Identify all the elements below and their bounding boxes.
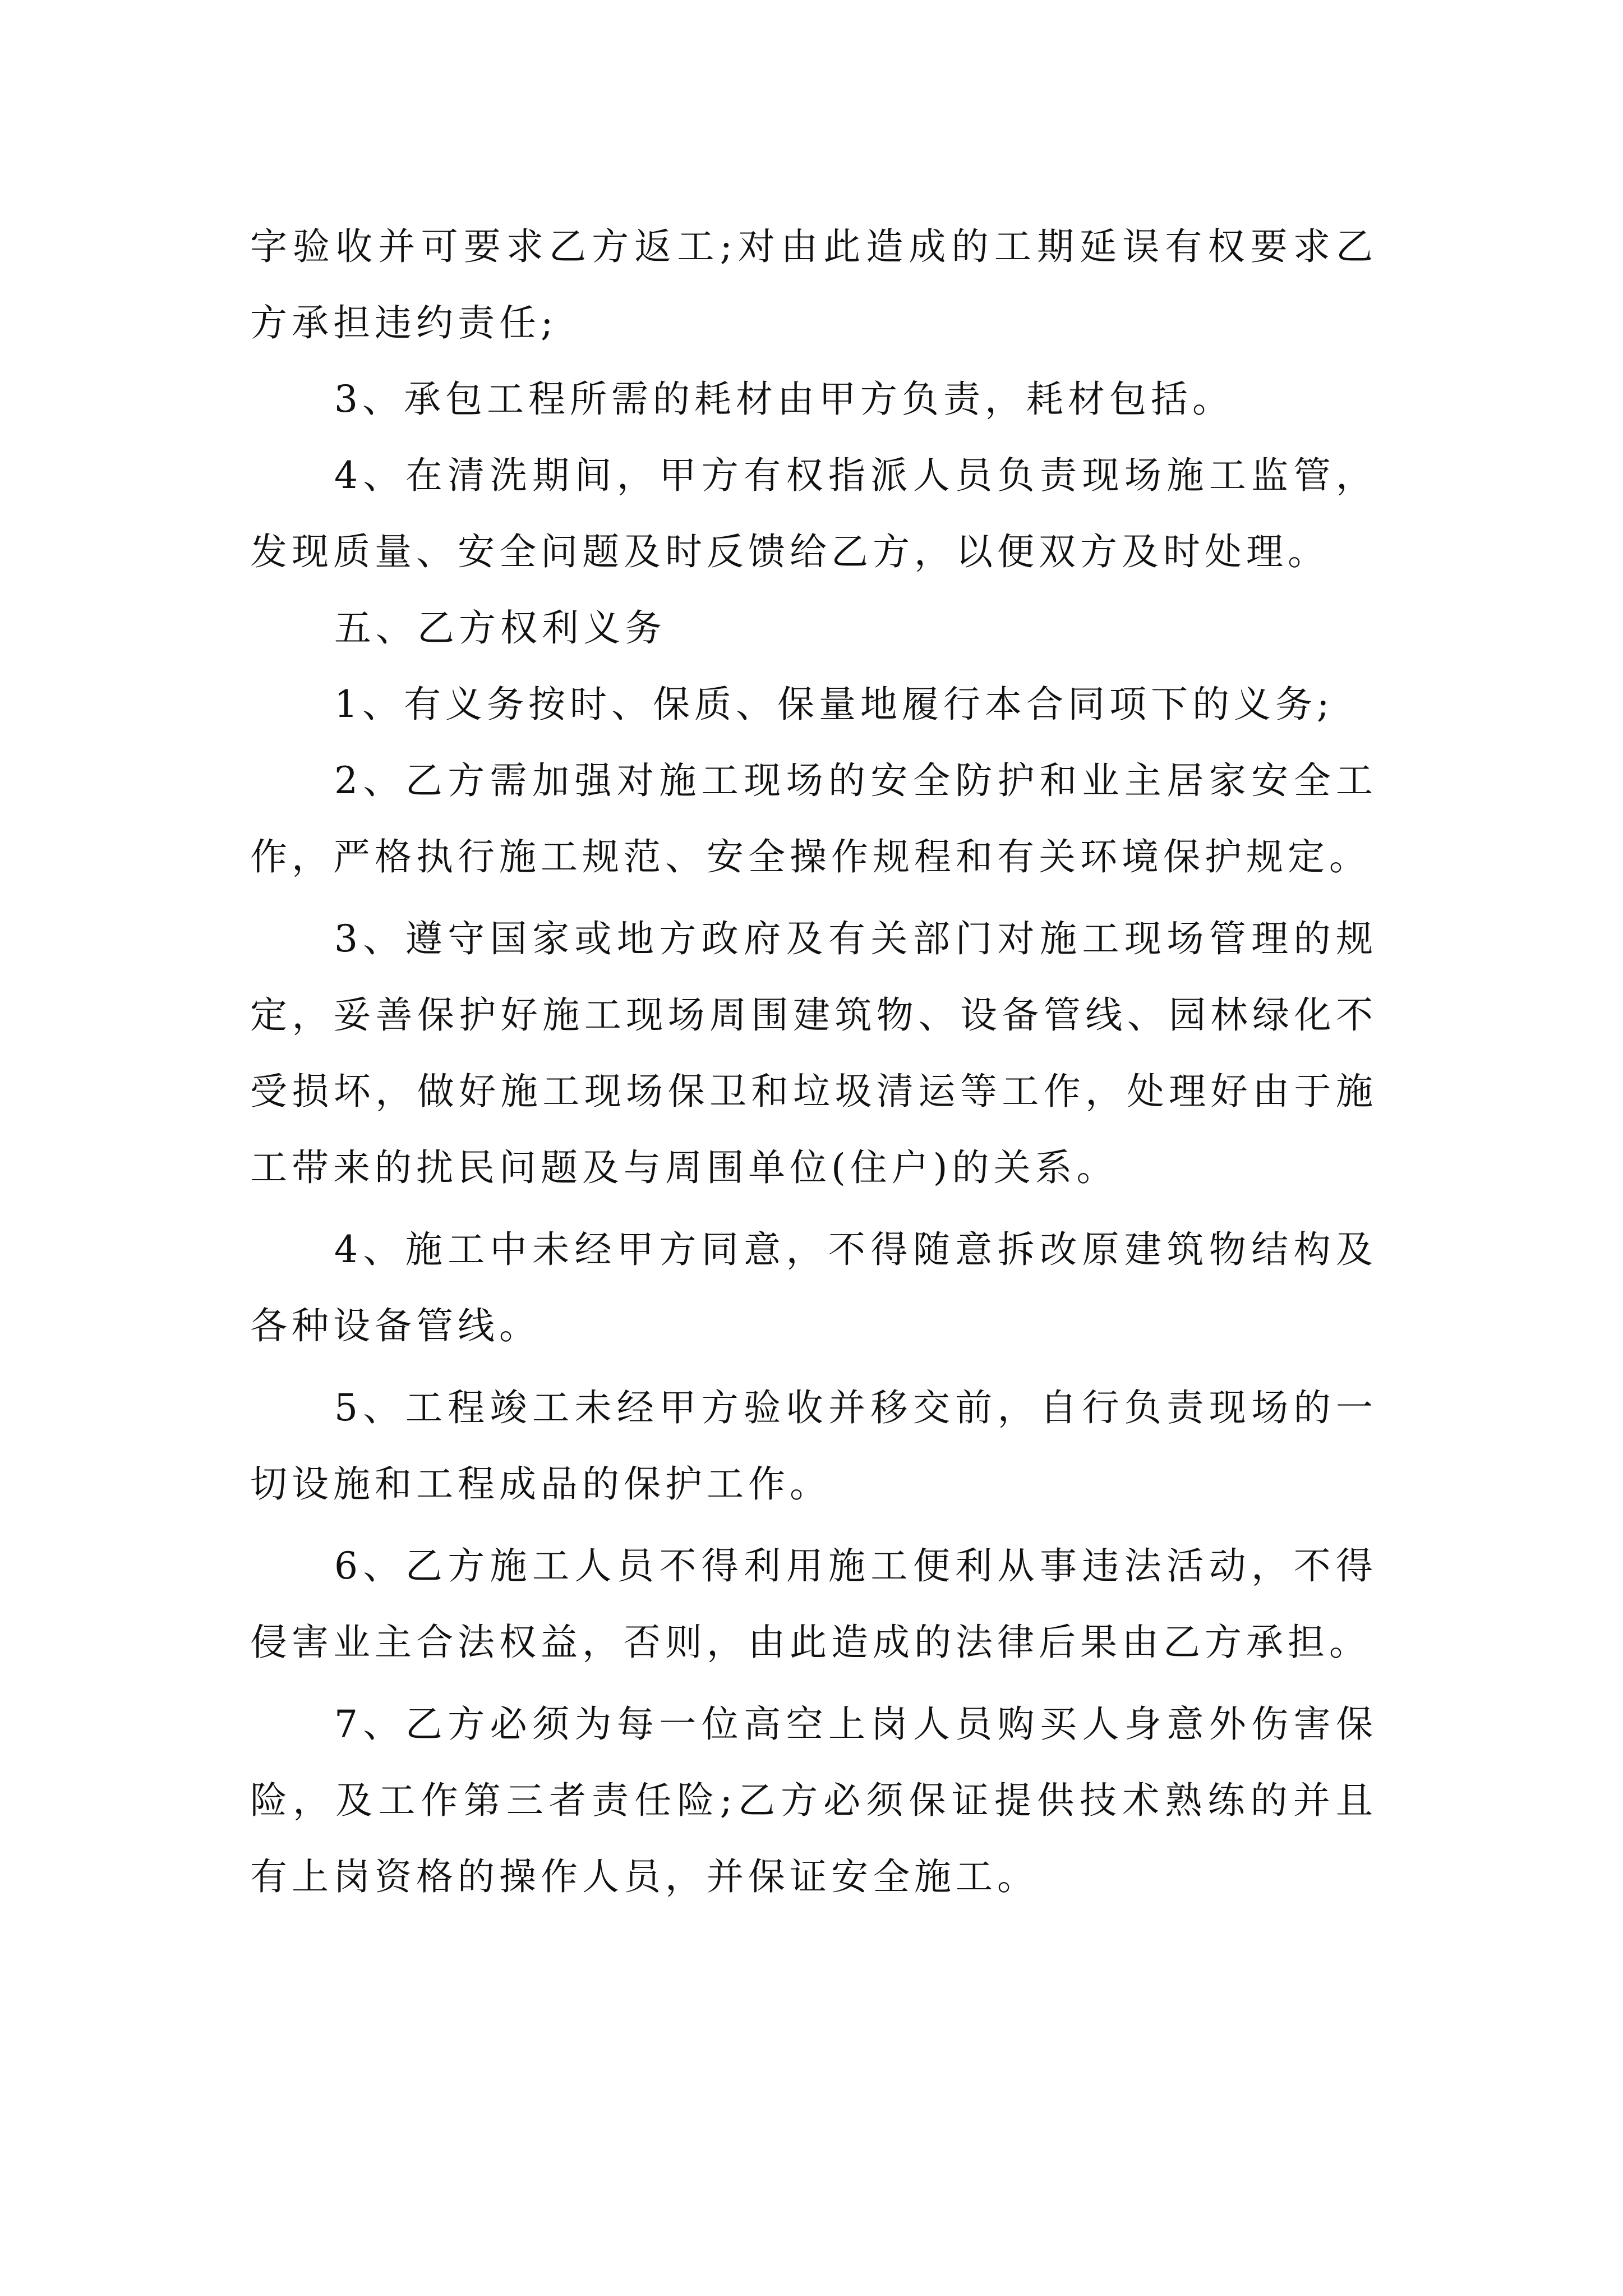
paragraph-item-3-consumables: 3、承包工程所需的耗材由甲方负责，耗材包括。: [334, 378, 1234, 421]
paragraph-item-2-safety: 2、乙方需加强对施工现场的安全防护和业主居家安全工作，严格执行施工规范、安全操作规程和有关环境保护规定。: [250, 759, 1377, 878]
paragraph-item-6-legal: 6、乙方施工人员不得利用施工便利从事违法活动，不得侵害业主合法权益，否则，由此造成的法律后果由乙方承担。: [250, 1544, 1377, 1664]
paragraph-item-5-protection: 5、工程竣工未经甲方验收并移交前，自行负责现场的一切设施和工程成品的保护工作。: [250, 1386, 1377, 1506]
paragraph-item-4-no-alteration: 4、施工中未经甲方同意，不得随意拆改原建筑物结构及各种设备管线。: [250, 1228, 1377, 1347]
document-body: [250, 209, 1377, 1915]
paragraph-item-4-supervision: 4、在清洗期间，甲方有权指派人员负责现场施工监管，发现质量、安全问题及时反馈给乙方，以便双方及时处理。: [250, 454, 1377, 573]
paragraph-item-1-obligations: 1、有义务按时、保质、保量地履行本合同项下的义务;: [334, 683, 1334, 726]
paragraph-item-7-insurance: 7、乙方必须为每一位高空上岗人员购买人身意外伤害保险，及工作第三者责任险;乙方必须保证提供技术熟练的并且有上岗资格的操作人员，并保证安全施工。: [250, 1703, 1377, 1898]
paragraph-item-3-regulations: 3、遵守国家或地方政府及有关部门对施工现场管理的规定，妥善保护好施工现场周围建筑物、设备管线、园林绿化不受损坏，做好施工现场保卫和垃圾清运等工作，处理好由于施工带来的扰民问题及与周围单位(住户)的关系。: [250, 917, 1377, 1189]
paragraph-continuation: 字验收并可要求乙方返工;对由此造成的工期延误有权要求乙方承担违约责任;: [250, 225, 1377, 344]
section-heading-party-b-rights: 五、乙方权利义务: [334, 606, 666, 650]
